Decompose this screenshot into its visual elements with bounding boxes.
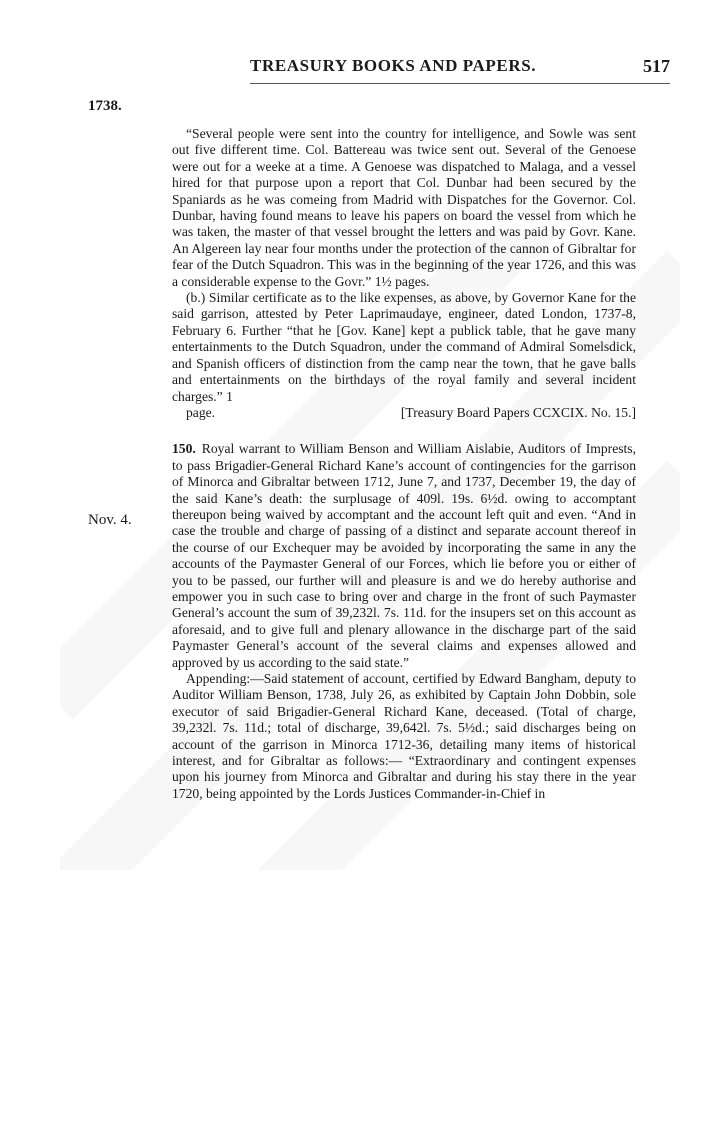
paragraph-intelligence: “Several people were sent into the country for intelligence, and Sowle was sent out five different time. Col. Battereau was twice sent out. Several of the Genoese were out for a weeke at a time. A Genoese was dispatched to Malaga, and a vessel hired for that purpose upon a report that Col. Dunbar had been secured by the Spaniards as he was comeing from Madrid with Dispatches for the Governor. Col. Dunbar, having found means to leave his papers on board the vessel from which he was taken, the master of that vessel brought the letters and was paid by Govr. Kane. An Algereen lay near four months under the protection of the cannon of Gibraltar for fear of the Dutch Squadron. This was in the beginning of the year 1726, and this was a considerable expense to the Govr.” 1½ pages. xyxy=(172,126,636,289)
margin-year: 1738. xyxy=(88,98,122,114)
paragraph-appending: Appending:—Said statement of account, certified by Edward Bangham, deputy to Auditor William Benson, 1738, July 26, as exhibited by Captain John Dobbin, sole executor of said Brigadier-General Richard Kane, deceased. (Total of charge, 39,232l. 7s. 11d.; total of discharge, 39,642l. 7s. 5½d.; said discharges being on account of the garrison in Minorca 1712-36, detailing many items of historical interest, and for Gibraltar as follows:— “Extraordinary and contingent expenses upon his journey from Minorca and Gibraltar and during his stay there in the year 1720, being appointed by the Lords Justices Commander-in-Chief in xyxy=(172,671,636,801)
running-title: TREASURY BOOKS AND PAPERS. xyxy=(250,56,537,75)
citation-source: [Treasury Board Papers CCXCIX. No. 15.] xyxy=(400,404,636,420)
header-rule xyxy=(250,83,670,84)
paragraph-similar-certificate: (b.) Similar certificate as to the like expenses, as above, by Governor Kane for the said garrison, attested by Peter Laprimaudaye, engineer, dated London, 1737-8, February 6. Further “that he [Gov. Kane] kept a publick table, that he gave many entertainments to the Dutch Squadron, under the command of Admiral Somelsdick, and Spanish officers of distinction from the camp near the town, that he gave balls and entertainments on the birthdays of the royal family and several incident charges.” 1 xyxy=(172,290,636,404)
margin-date: Nov. 4. xyxy=(88,512,132,528)
entry-150 xyxy=(172,441,636,671)
page-header xyxy=(250,56,670,80)
citation-pages: page. xyxy=(186,404,216,420)
body-text xyxy=(172,126,636,802)
entry-number: 150. xyxy=(172,441,196,457)
citation-line xyxy=(172,405,636,421)
entry-text: Royal warrant to William Benson and William Aislabie, Auditors of Imprests, to pass Brigadier-General Richard Kane’s account of contingencies for the garrison of Minorca and Gibraltar between 1712, June 7, and 1737, December 19, the day of the said Kane’s death: the surplusage of 409l. 19s. 6½d. owing to accomptant thereupon being waived by accomptant and the account left quit and even. “And in case the trouble and charge of passing of a distinct and separate account thereof in the course of our Exchequer may be avoided by incorporating the same in any the accounts of the Paymaster General of our Forces, which lie before you or either of you to be passed, our further will and pleasure is and we do hereby authorise and empower you in such case to bring over and charge in the front of such Paymaster General’s account the sum of 39,232l. 7s. 11d. for the insupers set on this account as aforesaid, and to give full and plenary allowance in the discharge part of the said Paymaster General’s account of the several claims and expenses allowed and approved by us according to the said state.” xyxy=(172,441,636,670)
page-number: 517 xyxy=(643,56,670,76)
